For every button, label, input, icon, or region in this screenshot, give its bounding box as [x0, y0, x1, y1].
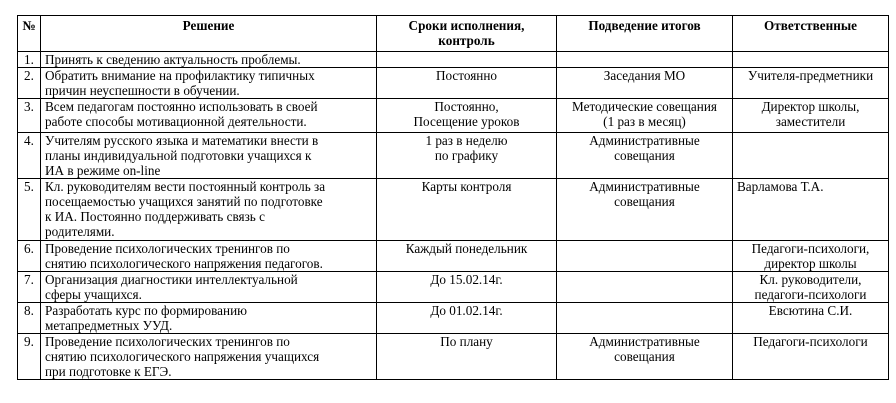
table-row: [18, 272, 889, 303]
header-summary: Подведение итогов: [557, 16, 733, 52]
row-deadline: 1 раз в неделю по графику: [377, 133, 557, 179]
row-decision: Всем педагогам постоянно использовать в своей работе способы мотивационной деятельности.: [41, 99, 377, 133]
row-responsible: [733, 52, 889, 68]
table-row: [18, 52, 889, 68]
row-responsible: Учителя-предметники: [733, 68, 889, 99]
table-header-row: [18, 16, 889, 52]
row-number: 3.: [18, 99, 41, 133]
row-decision: Проведение психологических тренингов по снятию психологического напряжения учащихся при подготовке к ЕГЭ.: [41, 334, 377, 380]
row-summary: Административные совещания: [557, 133, 733, 179]
header-deadline: Сроки исполнения, контроль: [377, 16, 557, 52]
table-row: [18, 303, 889, 334]
row-deadline: [377, 52, 557, 68]
row-responsible: [733, 133, 889, 179]
row-responsible: Педагоги-психологи, директор школы: [733, 241, 889, 272]
row-number: 1.: [18, 52, 41, 68]
row-number: 5.: [18, 179, 41, 241]
row-summary: Методические совещания (1 раз в месяц): [557, 99, 733, 133]
header-responsible: Ответственные: [733, 16, 889, 52]
row-responsible: Педагоги-психологи: [733, 334, 889, 380]
row-number: 2.: [18, 68, 41, 99]
table-row: [18, 241, 889, 272]
row-summary: Заседания МО: [557, 68, 733, 99]
row-summary: Административные совещания: [557, 334, 733, 380]
table-row: [18, 99, 889, 133]
row-deadline: До 01.02.14г.: [377, 303, 557, 334]
row-responsible: Варламова Т.А.: [733, 179, 889, 241]
row-decision: Обратить внимание на профилактику типичных причин неуспешности в обучении.: [41, 68, 377, 99]
row-summary: [557, 272, 733, 303]
row-decision: Организация диагностики интеллектуальной сферы учащихся.: [41, 272, 377, 303]
row-deadline: По плану: [377, 334, 557, 380]
table-row: [18, 179, 889, 241]
row-decision: Проведение психологических тренингов по снятию психологического напряжения педагогов.: [41, 241, 377, 272]
row-decision: Учителям русского языка и математики внести в планы индивидуальной подготовки учащихся к ИА в режиме on-line: [41, 133, 377, 179]
row-deadline: Карты контроля: [377, 179, 557, 241]
row-responsible: Кл. руководители, педагоги-психологи: [733, 272, 889, 303]
row-responsible: Евсютина С.И.: [733, 303, 889, 334]
row-summary: [557, 241, 733, 272]
row-summary: Административные совещания: [557, 179, 733, 241]
row-number: 9.: [18, 334, 41, 380]
table-row: [18, 68, 889, 99]
row-deadline: Постоянно, Посещение уроков: [377, 99, 557, 133]
header-decision: Решение: [41, 16, 377, 52]
row-number: 7.: [18, 272, 41, 303]
row-number: 4.: [18, 133, 41, 179]
table-row: [18, 133, 889, 179]
row-deadline: Каждый понедельник: [377, 241, 557, 272]
header-number: №: [18, 16, 41, 52]
row-number: 6.: [18, 241, 41, 272]
row-decision: Кл. руководителям вести постоянный контроль за посещаемостью учащихся занятий по подготовке к ИА. Постоянно поддерживать связь с родителями.: [41, 179, 377, 241]
table-row: [18, 334, 889, 380]
row-responsible: Директор школы, заместители: [733, 99, 889, 133]
row-summary: [557, 52, 733, 68]
row-summary: [557, 303, 733, 334]
row-number: 8.: [18, 303, 41, 334]
row-decision: Разработать курс по формированию метапредметных УУД.: [41, 303, 377, 334]
row-deadline: До 15.02.14г.: [377, 272, 557, 303]
action-plan-table: [17, 15, 889, 380]
document-page: [17, 15, 889, 380]
row-decision: Принять к сведению актуальность проблемы.: [41, 52, 377, 68]
row-deadline: Постоянно: [377, 68, 557, 99]
